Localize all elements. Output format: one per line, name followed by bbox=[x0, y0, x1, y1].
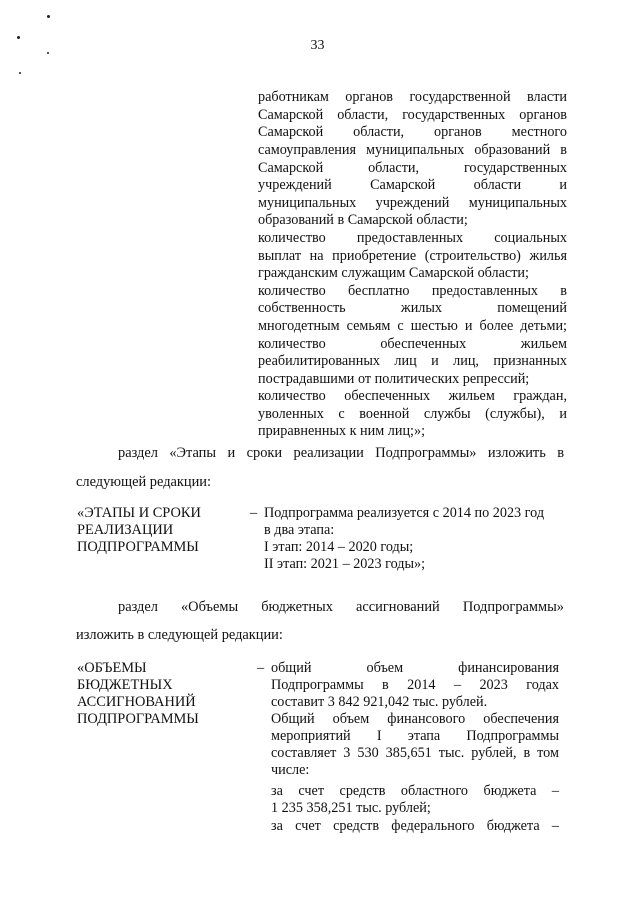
section-desc-line: составит 3 842 921,042 тыс. рублей. bbox=[271, 694, 488, 710]
section-desc-line: Подпрограммы в 2014 – 2023 годах bbox=[271, 677, 559, 693]
text-line: многодетным семьям с шестью и более детьми; bbox=[258, 318, 567, 334]
text-line: Самарской области, органов местного bbox=[258, 124, 567, 140]
text-line: количество обеспеченных жильем граждан, bbox=[258, 388, 567, 404]
text-line: количество предоставленных социальных bbox=[258, 230, 567, 246]
section-dash: – bbox=[250, 505, 258, 521]
paragraph-line: раздел «Этапы и сроки реализации Подпрограммы» изложить в bbox=[118, 445, 564, 461]
text-line: работникам органов государственной власти bbox=[258, 89, 567, 105]
text-line: пострадавшими от политических репрессий; bbox=[258, 371, 530, 387]
section-desc-line: за счет средств федерального бюджета – bbox=[271, 818, 559, 834]
section-desc-line: Общий объем финансового обеспечения bbox=[271, 711, 559, 727]
page-number: 33 bbox=[310, 38, 325, 53]
text-line: учреждений Самарской области и bbox=[258, 177, 567, 193]
text-line: самоуправления муниципальных образований в bbox=[258, 142, 567, 158]
text-line: количество обеспеченных жильем bbox=[258, 336, 567, 352]
scan-speck bbox=[47, 15, 50, 18]
section-term-line: АССИГНОВАНИЙ bbox=[77, 694, 196, 710]
text-line: собственность жилых помещений bbox=[258, 300, 567, 316]
section-term-line: БЮДЖЕТНЫХ bbox=[77, 677, 173, 693]
section-term-line: ПОДПРОГРАММЫ bbox=[77, 711, 199, 727]
section-desc-line: 1 235 358,251 тыс. рублей; bbox=[271, 800, 431, 816]
text-line: Самарской области, государственных bbox=[258, 160, 567, 176]
text-line: гражданским служащим Самарской области; bbox=[258, 265, 529, 281]
section-desc-line: I этап: 2014 – 2020 годы; bbox=[264, 539, 414, 555]
section-dash: – bbox=[257, 660, 265, 676]
text-line: уволенных с военной службы (службы), и bbox=[258, 406, 567, 422]
section-desc-line: II этап: 2021 – 2023 годы»; bbox=[264, 556, 426, 572]
section-desc-line: в два этапа: bbox=[264, 522, 335, 538]
section-desc-line: составляет 3 530 385,651 тыс. рублей, в том bbox=[271, 745, 559, 761]
text-line: приравненных к ним лиц;»; bbox=[258, 423, 426, 439]
text-line: выплат на приобретение (строительство) жилья bbox=[258, 248, 567, 264]
section-desc-line: за счет средств областного бюджета – bbox=[271, 783, 559, 799]
section-desc-line: общий объем финансирования bbox=[271, 660, 559, 676]
paragraph-line: раздел «Объемы бюджетных ассигнований Подпрограммы» bbox=[118, 599, 564, 615]
section-desc-line: Подпрограмма реализуется с 2014 по 2023 год bbox=[264, 505, 545, 521]
text-line: Самарской области, государственных органов bbox=[258, 107, 567, 123]
section-desc-line: мероприятий I этапа Подпрограммы bbox=[271, 728, 559, 744]
section-desc-line: числе: bbox=[271, 762, 310, 778]
paragraph-line: изложить в следующей редакции: bbox=[76, 627, 283, 643]
section-term-line: «ЭТАПЫ И СРОКИ bbox=[77, 505, 201, 521]
text-line: реабилитированных лиц и лиц, признанных bbox=[258, 353, 567, 369]
text-line: образований в Самарской области; bbox=[258, 212, 468, 228]
text-line: муниципальных учреждений муниципальных bbox=[258, 195, 567, 211]
section-term-line: ПОДПРОГРАММЫ bbox=[77, 539, 199, 555]
text-line: количество бесплатно предоставленных в bbox=[258, 283, 567, 299]
paragraph-line: следующей редакции: bbox=[76, 474, 211, 490]
scan-speck bbox=[19, 72, 21, 74]
section-term-line: РЕАЛИЗАЦИИ bbox=[77, 522, 174, 538]
section-term-line: «ОБЪЕМЫ bbox=[77, 660, 147, 676]
